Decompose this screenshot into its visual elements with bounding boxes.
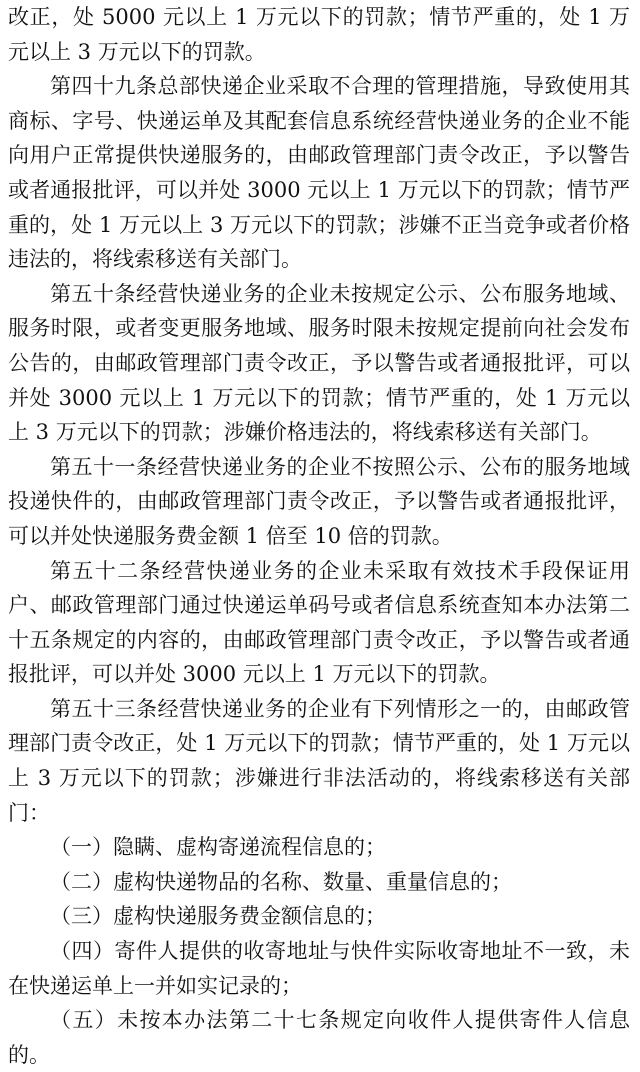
paragraph-article-53: 第五十三条经营快递业务的企业有下列情形之一的，由邮政管理部门责令改正，处 1 万元以下的罚款；情节严重的，处 1 万元以上 3 万元以下的罚款；涉嫌进行非法活动的，将线索移送有关部门： bbox=[8, 696, 630, 825]
paragraph-article-51: 第五十一条经营快递业务的企业不按照公示、公布的服务地域投递快件的，由邮政管理部门责令改正，予以警告或者通报批评，可以并处快递服务费金额 1 倍至 10 倍的罚款。 bbox=[8, 454, 630, 548]
paragraph-article-49: 第四十九条总部快递企业采取不合理的管理措施，导致使用其商标、字号、快递运单及其配套信息系统经营快递业务的企业不能向用户正常提供快递服务的，由邮政管理部门责令改正，予以警告或者通报批评，可以并处 3000 元以上 1 万元以下的罚款；情节严重的，处 1 万元以上 3 万元以下的罚款；涉嫌不正当竞争或者价格违法的，将线索移送有关部门。 bbox=[8, 74, 630, 272]
paragraph-article-52: 第五十二条经营快递业务的企业未采取有效技术手段保证用户、邮政管理部门通过快递运单码号或者信息系统查知本办法第二十五条规定的内容的，由邮政管理部门责令改正，予以警告或者通报批评，可以并处 3000 元以上 1 万元以下的罚款。 bbox=[8, 558, 630, 687]
list-item-3: （三）虚构快递服务费金额信息的； bbox=[50, 904, 386, 929]
list-item-4: （四）寄件人提供的收寄地址与快件实际收寄地址不一致，未在快递运单上一并如实记录的； bbox=[8, 939, 630, 998]
list-item-2: （二）虚构快递物品的名称、数量、重量信息的； bbox=[50, 869, 512, 894]
list-item-1: （一）隐瞒、虚构寄递流程信息的； bbox=[50, 835, 386, 860]
paragraph-article-50: 第五十条经营快递业务的企业未按规定公示、公布服务地域、服务时限，或者变更服务地域、服务时限未按规定提前向社会发布公告的，由邮政管理部门责令改正，予以警告或者通报批评，可以并处 3000 元以上 1 万元以下的罚款；情节严重的，处 1 万元以上 3 万元以下的罚款；涉嫌价格违法的，将线索移送有关部门。 bbox=[8, 281, 630, 445]
list-item-5: （五）未按本办法第二十七条规定向收件人提供寄件人信息的。 bbox=[8, 1008, 630, 1067]
paragraph-article-48-tail: 改正，处 5000 元以上 1 万元以下的罚款；情节严重的，处 1 万元以上 3 万元以下的罚款。 bbox=[8, 5, 630, 64]
